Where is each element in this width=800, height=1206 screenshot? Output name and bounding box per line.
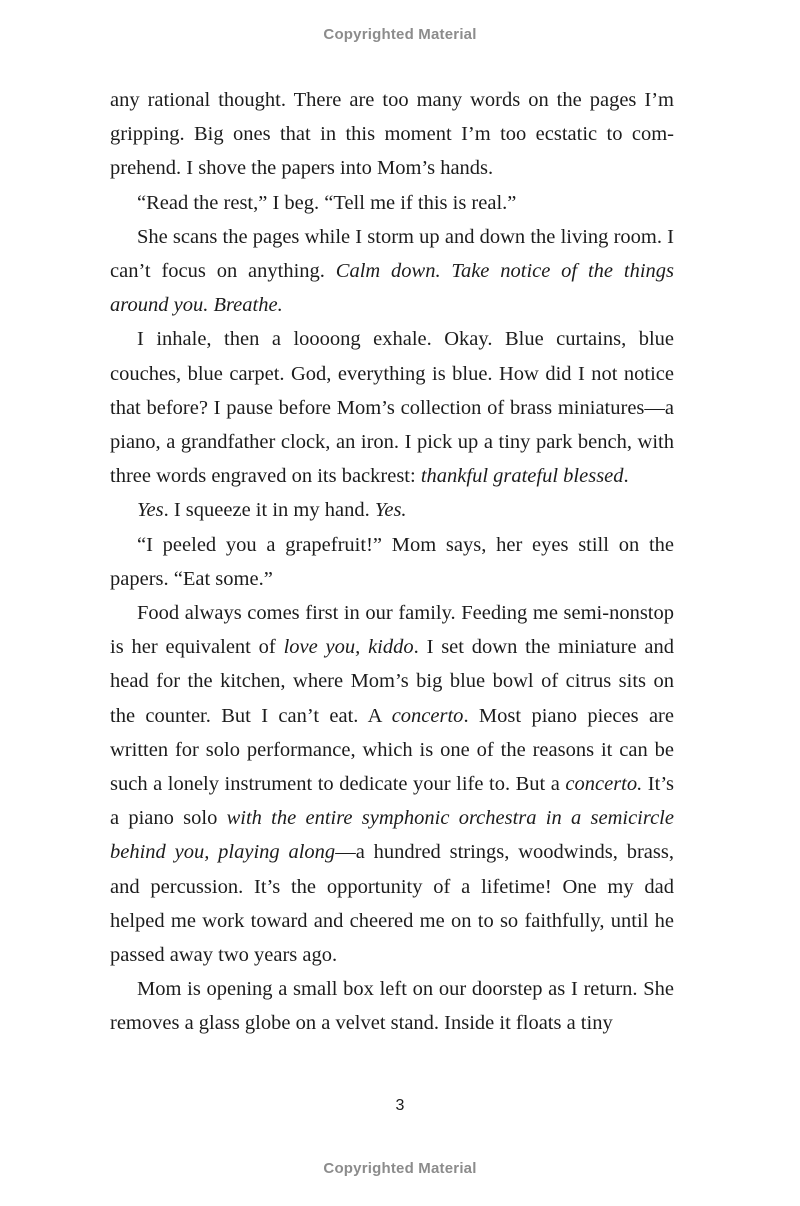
paragraph-3-italic: Calm down. Take notice of the things around you. Breathe.	[110, 260, 674, 317]
paragraph-5-text: . I squeeze it in my hand.	[163, 499, 375, 522]
paragraph-7-text-g: It’s a piano solo	[110, 773, 674, 830]
paragraph-7-text-a: Food always comes first in our family. Feeding me semi-nonstop is her equivalent of	[110, 602, 674, 659]
paragraph-7-text-i: —a hundred strings, woodwinds, brass, and percussion. It’s the opportunity of a lifetime! One my dad helped me work toward and cheered me on to so faithfully, until he passed away two years ago.	[110, 841, 674, 967]
paragraph-7-italic-h: with the entire symphonic orchestra in a semicircle behind you, playing along	[110, 807, 674, 864]
paragraph-8: Mom is opening a small box left on our doorstep as I return. She removes a glass globe on a velvet stand. Inside it floats a tiny	[110, 978, 674, 1035]
paragraph-6: “I peeled you a grapefruit!” Mom says, her eyes still on the papers. “Eat some.”	[110, 533, 674, 590]
paragraph-3	[110, 220, 674, 323]
book-page-text	[110, 83, 674, 1041]
paragraph-5-italic-1: Yes	[137, 499, 164, 522]
paragraph-7-text-c: . I set down the miniature and head for the kitchen, where Mom’s big blue bowl of citrus sits on the counter. But I can’t eat. A	[110, 636, 674, 727]
paragraph-5-italic-2: Yes.	[374, 499, 407, 522]
paragraph-4-end: .	[623, 465, 629, 488]
paragraph-7-italic-b: love you, kiddo	[283, 636, 414, 659]
paragraph-4-text: I inhale, then a loooong exhale. Okay. Blue curtains, blue couches, blue carpet. God, everything is blue. How did I not notice that before? I pause before Mom’s collection of brass miniatures—a piano, a grandfather clock, an iron. I pick up a tiny park bench, with three words engraved on its backrest:	[110, 328, 674, 488]
paragraph-5	[110, 493, 674, 527]
paragraph-7-italic-f: concerto.	[565, 773, 643, 796]
paragraph-4-italic: thankful grateful blessed	[420, 465, 624, 488]
paragraph-7-text-e: . Most piano pieces are written for solo performance, which is one of the reasons it can be such a lonely instrument to dedicate your life to. But a	[110, 704, 674, 796]
paragraph-7	[110, 596, 674, 972]
page-number: 3	[395, 1097, 405, 1114]
paragraph-1: any rational thought. There are too many words on the pages I’m gripping. Big ones that in this moment I’m too ecstatic to comprehend. I shove the papers into Mom’s hands.	[110, 89, 674, 180]
paragraph-3-text: She scans the pages while I storm up and down the living room. I can’t focus on anything.	[110, 225, 674, 283]
paragraph-4	[110, 322, 674, 493]
copyright-watermark-bottom: Copyrighted Material	[323, 1160, 477, 1177]
paragraph-7-italic-d: concerto	[391, 704, 464, 727]
paragraph-2: “Read the rest,” I beg. “Tell me if this is real.”	[137, 191, 517, 214]
copyright-watermark-top: Copyrighted Material	[323, 26, 477, 43]
